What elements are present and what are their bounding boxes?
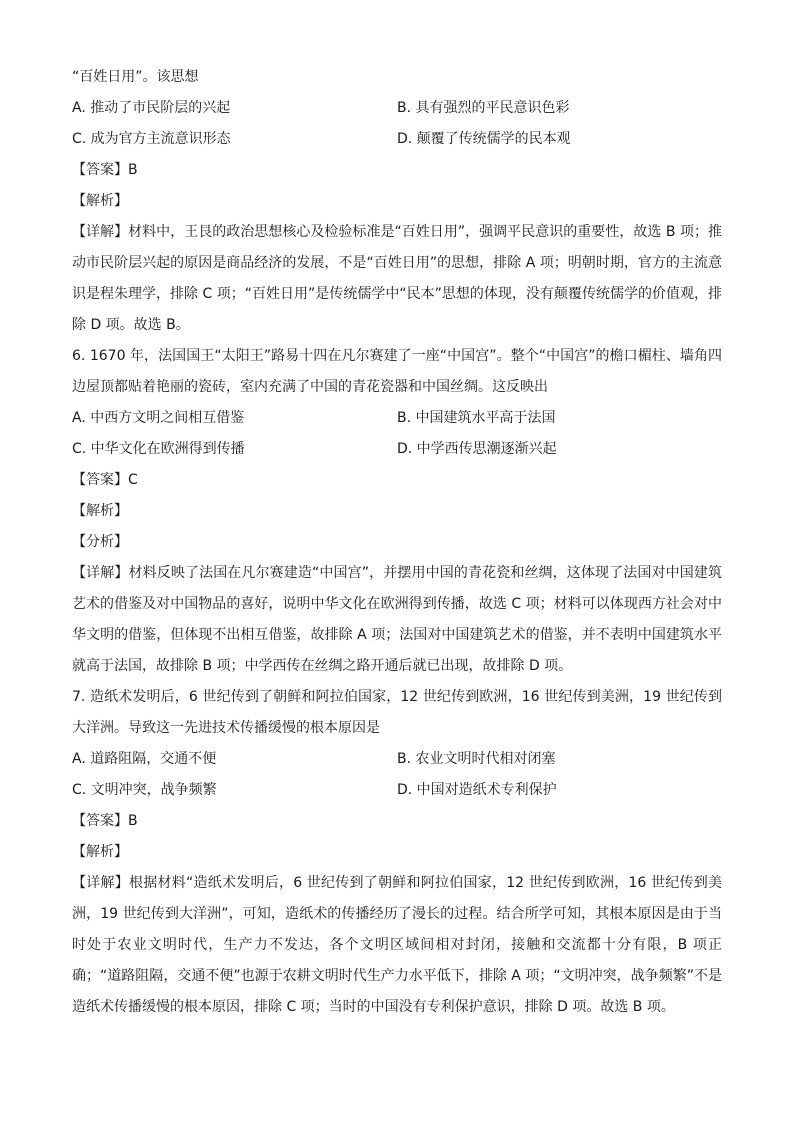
q7-option-b: B. 农业文明时代相对闭塞 [397,751,556,767]
q6-analysis-label: 【解析】 [72,503,128,519]
q5-analysis-label: 【解析】 [72,193,128,209]
q5-option-b: B. 具有强烈的平民意识色彩 [397,100,570,116]
q5-option-d: D. 颠覆了传统儒学的民本观 [397,131,571,147]
q6-option-b: B. 中国建筑水平高于法国 [397,410,556,426]
q5-detail: 【详解】材料中，王艮的政治思想核心及检验标准是“百姓日用”，强调平民意识的重要性，故选 B 项；推动市民阶层兴起的原因是商品经济的发展，不是“百姓日用”的思想，排除 A 项；明朝时期，官方的主流意识是程朱理学，排除 C 项；“百姓日用”是传统儒学中“民本”思想的体现，没有颠覆传统儒学的价值观，排除 D 项。故选 B。 [72,224,722,333]
q7-analysis-label: 【解析】 [72,844,128,860]
q6-option-d: D. 中学西传思潮逐渐兴起 [397,441,557,457]
q5-answer: 【答案】B [72,162,138,178]
q6-option-c: C. 中华文化在欧洲得到传播 [72,441,245,457]
q7-answer: 【答案】B [72,813,138,829]
q6-answer: 【答案】C [72,472,138,488]
q6-options-row-1 [72,403,722,434]
document-page [72,62,722,1023]
q7-options-row-1 [72,744,722,775]
q5-stem-tail: “百姓日用”。该思想 [72,69,199,85]
q7-option-c: C. 文明冲突，战争频繁 [72,782,217,798]
q5-options-row-1 [72,93,722,124]
q7-stem: 7. 造纸术发明后，6 世纪传到了朝鲜和阿拉伯国家，12 世纪传到欧洲，16 世纪传到美洲，19 世纪传到大洋洲。导致这一先进技术传播缓慢的根本原因是 [72,689,722,736]
q6-detail: 【详解】材料反映了法国在凡尔赛建造“中国宫”，并摆用中国的青花瓷和丝绸，这体现了法国对中国建筑艺术的借鉴及对中国物品的喜好，说明中华文化在欧洲得到传播，故选 C 项；材料可以体现西方社会对中华文明的借鉴，但体现不出相互借鉴，故排除 A 项；法国对中国建筑艺术的借鉴，并不表明中国建筑水平就高于法国，故排除 B 项；中学西传在丝绸之路开通后就已出现，故排除 D 项。 [72,565,722,674]
q5-option-c: C. 成为官方主流意识形态 [72,131,231,147]
q5-options-row-2 [72,124,722,155]
q7-option-d: D. 中国对造纸术专利保护 [397,782,557,798]
q6-option-a: A. 中西方文明之间相互借鉴 [72,410,245,426]
q7-option-a: A. 道路阻隔，交通不便 [72,751,217,767]
q7-options-row-2 [72,775,722,806]
q6-stem: 6. 1670 年，法国国王“太阳王”路易十四在凡尔赛建了一座“中国宫”。整个“中国宫”的檐口楣柱、墙角四边屋顶都贴着艳丽的瓷砖，室内充满了中国的青花瓷器和中国丝绸。这反映出 [72,348,722,395]
q7-detail: 【详解】根据材料“造纸术发明后，6 世纪传到了朝鲜和阿拉伯国家，12 世纪传到欧洲，16 世纪传到美洲，19 世纪传到大洋洲”，可知，造纸术的传播经历了漫长的过程。结合所学可知，其根本原因是由于当时处于农业文明时代，生产力不发达，各个文明区域间相对封闭，接触和交流都十分有限，B 项正确；“道路阻隔，交通不便”也源于农耕文明时代生产力水平低下，排除 A 项；“文明冲突，战争频繁”不是造纸术传播缓慢的根本原因，排除 C 项；当时的中国没有专利保护意识，排除 D 项。故选 B 项。 [72,875,722,1015]
q6-fenxi-label: 【分析】 [72,534,128,550]
q6-options-row-2 [72,434,722,465]
q5-option-a: A. 推动了市民阶层的兴起 [72,100,231,116]
